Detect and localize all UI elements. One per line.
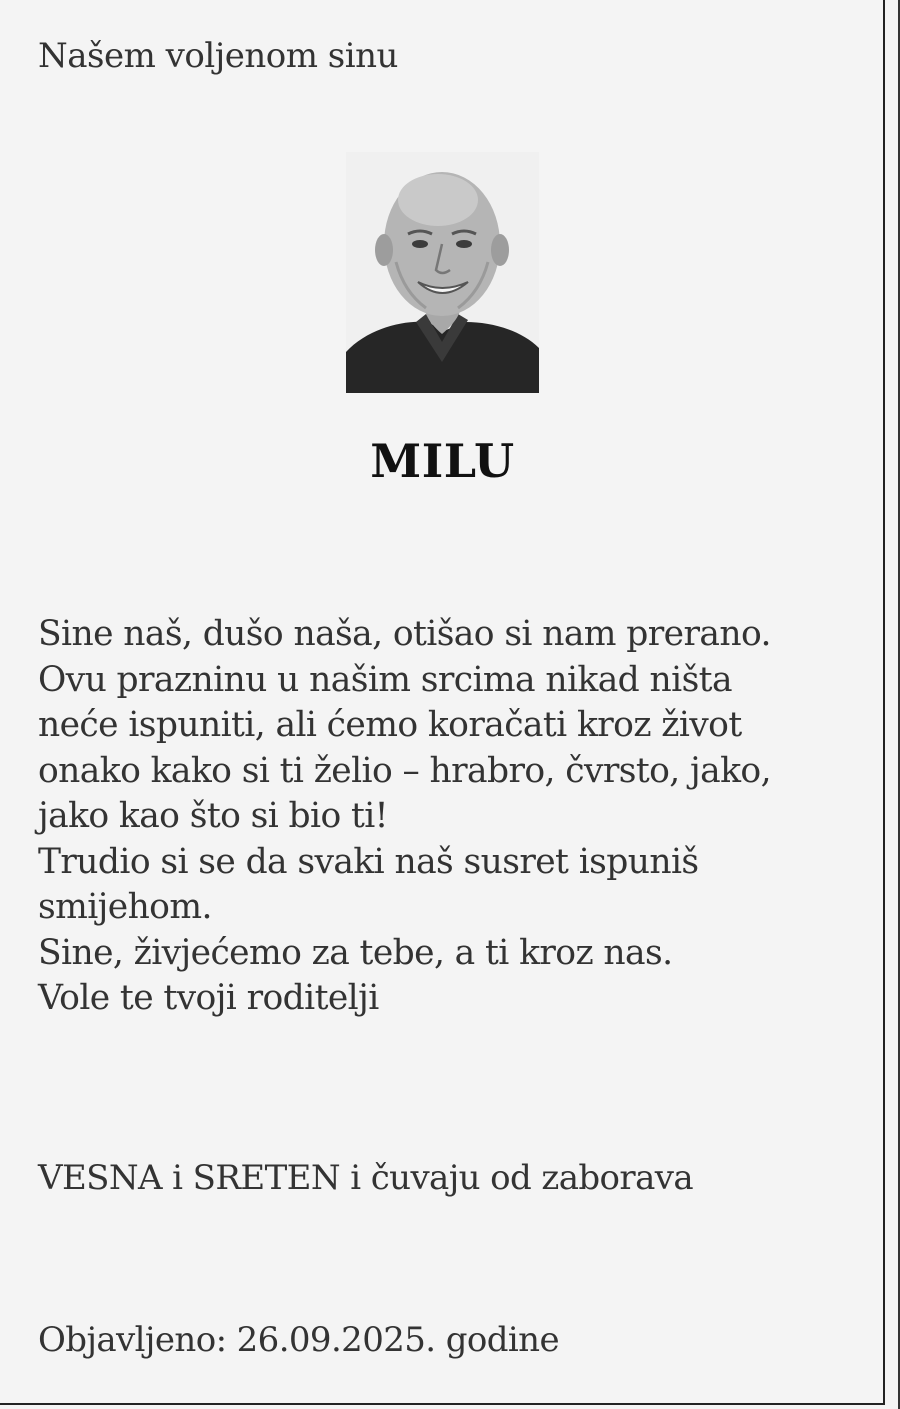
notice-intro: Našem voljenom sinu: [38, 36, 398, 76]
message-line: neće ispuniti, ali ćemo koračati kroz život: [38, 705, 742, 745]
message-line: onako kako si ti želio – hrabro, čvrsto, jako,: [38, 750, 771, 791]
message-line: jako kao što si bio ti!: [38, 796, 388, 836]
notice-signature: VESNA i SRETEN i čuvaju od zaborava: [38, 1158, 694, 1198]
publication-date: Objavljeno: 26.09.2025. godine: [38, 1320, 560, 1360]
message-line: Ovu prazninu u našim srcima nikad ništa: [38, 659, 732, 700]
message-line: Vole te tvoji roditelji: [38, 978, 379, 1018]
portrait-photo: [346, 152, 539, 393]
deceased-name: MILU: [370, 434, 515, 488]
notice-message: [38, 612, 858, 1022]
message-line: Sine naš, dušo naša, otišao si nam prerano.: [38, 614, 771, 654]
message-line: smijehom.: [38, 887, 212, 927]
message-line: Sine, živjećemo za tebe, a ti kroz nas.: [38, 932, 673, 973]
message-line: Trudio si se da svaki naš susret ispuniš: [38, 841, 699, 882]
